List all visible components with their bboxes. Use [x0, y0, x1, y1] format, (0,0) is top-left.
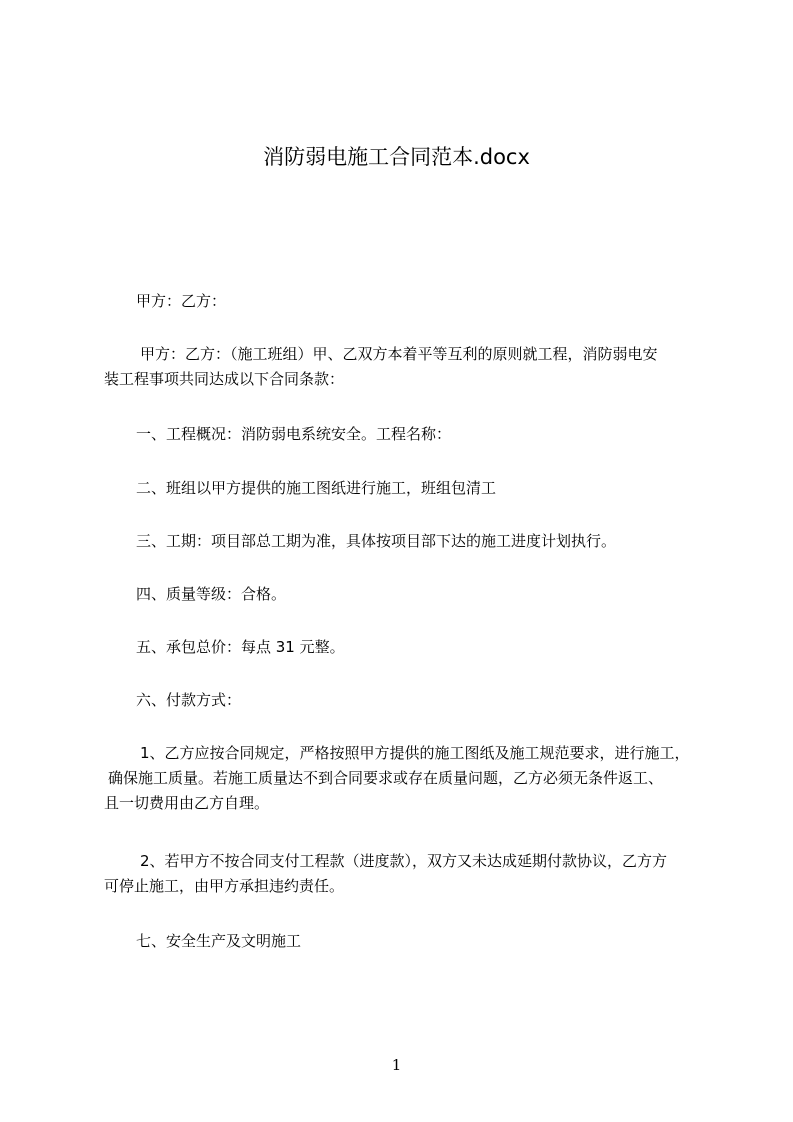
clause-4	[104, 582, 704, 607]
clause-line: 五、承包总价：每点 31 元整。	[136, 638, 345, 656]
paragraph-line: 1、乙方应按合同规定，严格按照甲方提供的施工图纸及施工规范要求，进行施工，	[140, 744, 690, 762]
paragraph-line: 2、若甲方不按合同支付工程款（进度款），双方又未达成延期付款协议，乙方方	[140, 852, 668, 870]
clause-line: 七、安全生产及文明施工	[136, 932, 302, 950]
clause-3	[104, 529, 704, 554]
page-number: 1	[391, 1056, 402, 1074]
paragraph-parties	[104, 289, 704, 314]
payment-item-1	[104, 741, 704, 816]
payment-item-2	[104, 849, 704, 899]
paragraph-line: 可停止施工，由甲方承担违约责任。	[104, 877, 345, 895]
paragraph-preamble	[104, 342, 704, 392]
clause-line: 二、班组以甲方提供的施工图纸进行施工，班组包清工	[136, 479, 497, 497]
clause-7	[104, 929, 704, 954]
paragraph-line: 确保施工质量。若施工质量达不到合同要求或存在质量问题，乙方必须无条件返工、	[108, 769, 664, 787]
clause-line: 一、工程概况：消防弱电系统安全。工程名称：	[136, 425, 452, 443]
clause-line: 四、质量等级：合格。	[136, 585, 287, 603]
paragraph-line: 甲方：乙方：（施工班组）甲、乙双方本着平等互利的原则就工程，消防弱电安	[140, 345, 658, 363]
clause-line: 三、工期：项目部总工期为准，具体按项目部下达的施工进度计划执行。	[136, 532, 617, 550]
paragraph-line: 甲方：乙方：	[136, 292, 227, 310]
clause-1	[104, 422, 704, 447]
document-title: 消防弱电施工合同范本.docx	[263, 145, 530, 169]
clause-line: 六、付款方式：	[136, 691, 242, 709]
clause-5	[104, 635, 704, 660]
paragraph-line: 且一切费用由乙方自理。	[104, 794, 270, 812]
clause-2	[104, 476, 704, 501]
paragraph-line: 装工程事项共同达成以下合同条款：	[104, 370, 345, 388]
clause-6	[104, 688, 704, 713]
